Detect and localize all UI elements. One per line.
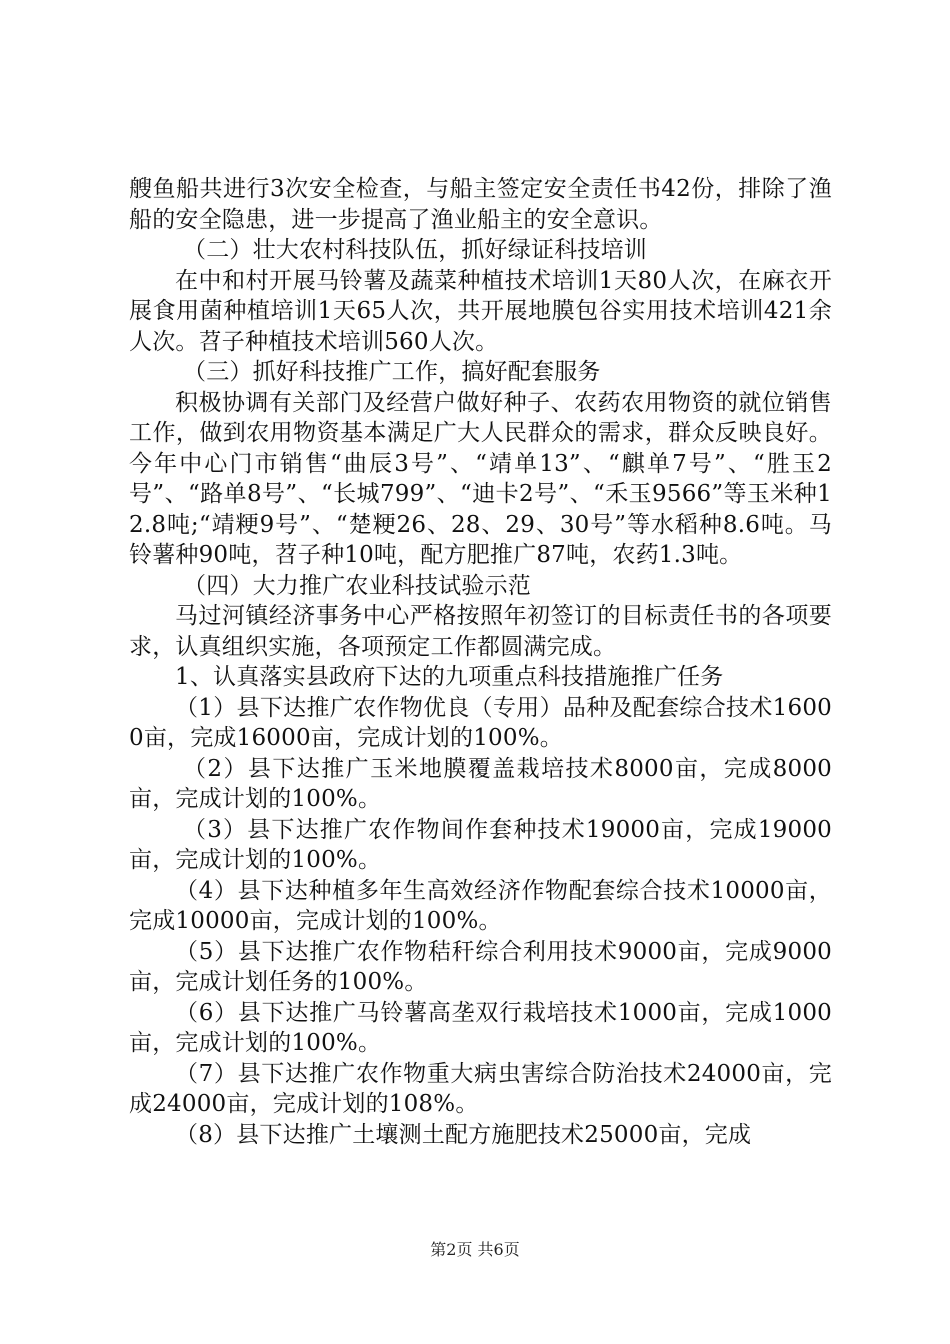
heading-section-4: （四）大力推广农业科技试验示范 [183,572,531,599]
list-item-3: （3）县下达推广农作物间作套种技术19000亩，完成19000亩，完成计划的100%。 [129,816,832,873]
document-body [129,174,832,1150]
paragraph-safety-inspection: 艘鱼船共进行3次安全检查，与船主签定安全责任书42份，排除了渔船的安全隐患，进一步提高了渔业船主的安全意识。 [129,176,832,233]
heading-section-3: （三）抓好科技推广工作，搞好配套服务 [183,359,601,385]
list-item-4: （4）县下达种植多年生高效经济作物配套综合技术10000亩，完成10000亩，完成计划的100%。 [129,877,832,934]
paragraph-training: 在中和村开展马铃薯及蔬菜种植技术培训1天80人次，在麻衣开展食用菌种植培训1天65人次，共开展地膜包谷实用技术培训421余人次。苕子种植技术培训560人次。 [129,267,832,355]
list-item-2: （2）县下达推广玉米地膜覆盖栽培技术8000亩，完成8000亩，完成计划的100%。 [129,755,832,812]
paragraph-center-summary: 马过河镇经济事务中心严格按照年初签订的目标责任书的各项要求，认真组织实施，各项预定工作都圆满完成。 [129,603,832,660]
heading-section-2: （二）壮大农村科技队伍，抓好绿证科技培训 [183,237,647,263]
page-number-label: 第2页 共6页 [430,1240,520,1259]
list-item-8: （8）县下达推广土壤测土配方施肥技术25000亩，完成 [175,1121,752,1148]
list-item-7: （7）县下达推广农作物重大病虫害综合防治技术24000亩，完成24000亩，完成计划的108%。 [129,1060,832,1117]
page-footer [0,1240,950,1260]
paragraph-sales: 积极协调有关部门及经营户做好种子、农药农用物资的就位销售工作，做到农用物资基本满足广大人民群众的需求，群众反映良好。今年中心门市销售“曲辰3号”、“靖单13”、“麒单7号”、“胜玉2号”、“路单8号”、“长城799”、“迪卡2号”、“禾玉9566”等玉米种12.8吨;“靖粳9号”、“楚粳26、28、29、30号”等水稻种8.6吨。马铃薯种90吨，苕子种10吨，配方肥推广87吨，农药1.3吨。 [129,389,832,568]
list-item-6: （6）县下达推广马铃薯高垄双行栽培技术1000亩，完成1000亩，完成计划的100%。 [129,999,832,1056]
list-item-5: （5）县下达推广农作物秸秆综合利用技术9000亩，完成9000亩，完成计划任务的100%。 [129,938,832,995]
list-item-1: （1）县下达推广农作物优良（专用）品种及配套综合技术16000亩，完成16000亩，完成计划的100%。 [129,694,832,751]
subheading-nine-tasks: 1、认真落实县政府下达的九项重点科技措施推广任务 [175,664,724,690]
